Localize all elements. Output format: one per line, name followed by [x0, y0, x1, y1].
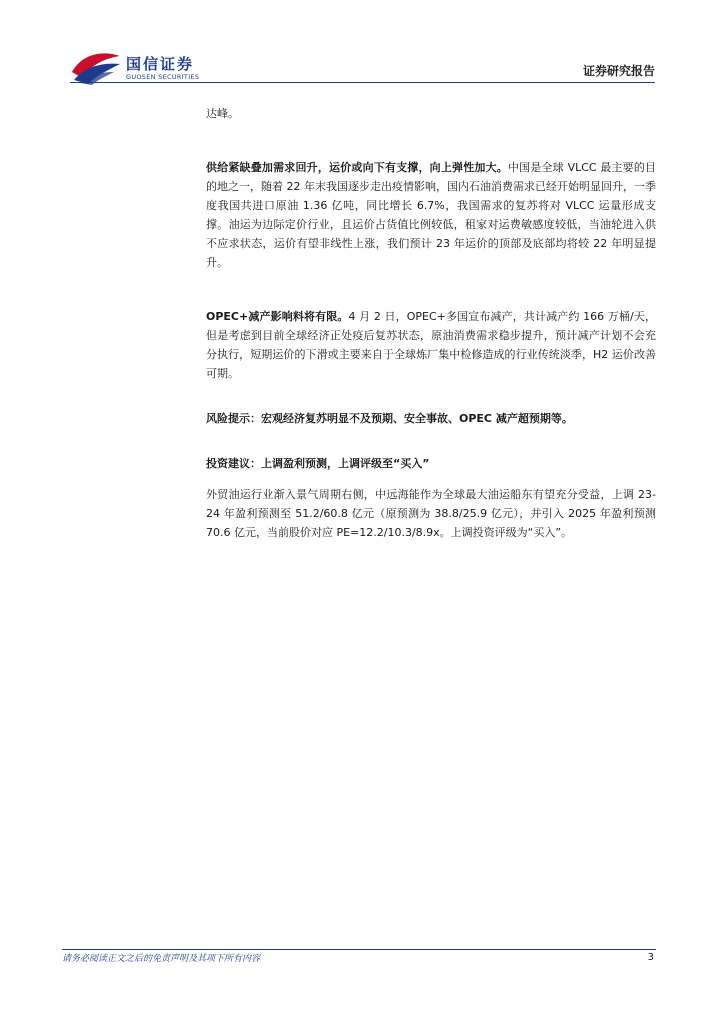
opec-body: 4 月 2 日，OPEC+多国宣布减产，共计减产约 166 万桶/天，但是考虑到目前全球经济正处疫后复苏状态，原油消费需求稳步提升，预计减产计划不会充分执行，短期运价的下滑或主要来自于全球炼厂集中检修造成的行业传统淡季，H2 运价改善可期。 [206, 310, 657, 380]
investment-advice-heading: 投资建议：上调盈利预测，上调评级至“买入” [206, 457, 430, 470]
opec-lead: OPEC+减产影响料将有限。 [206, 310, 349, 323]
report-type-label: 证券研究报告 [582, 64, 655, 78]
footer-divider [62, 949, 656, 950]
logo-chinese-name: 国信证券 [126, 55, 195, 73]
supply-demand-lead: 供给紧缺叠加需求回升，运价或向下有支撑，向上弹性加大。 [206, 161, 508, 174]
guosen-logo [70, 50, 210, 86]
page-header [0, 0, 724, 90]
logo-english-name: GUOSEN SECURITIES [126, 73, 200, 81]
investment-advice-paragraph: 外贸油运行业渐入景气周期右侧，中远海能作为全球最大油运船东有望充分受益，上调 23-24 年盈利预测至 51.2/60.8 亿元（原预测为 38.8/25.9 亿元），并引入 2025 年盈利预测 70.6 亿元，当前股价对应 PE=12.2/10.3/8.9x。上调投资评级为“买入”。 [206, 488, 656, 539]
risk-warning: 风险提示：宏观经济复苏明显不及预期、安全事故、OPEC 减产超预期等。 [206, 412, 573, 425]
report-body [206, 104, 656, 542]
guosen-logo-mark-icon [70, 50, 122, 86]
header-divider [70, 82, 655, 83]
page-number: 3 [647, 952, 654, 963]
opec-paragraph [206, 307, 656, 383]
disclaimer-note: 请务必阅读正文之后的免责声明及其项下所有内容 [62, 954, 261, 964]
supply-demand-body: 中国是全球 VLCC 最主要的目的地之一，随着 22 年末我国逐步走出疫情影响，国内石油消费需求已经开始明显回升，一季度我国共进口原油 1.36 亿吨，同比增长 6.7%，我国需求的复苏将对 VLCC 运量形成支撑。油运为边际定价行业，且运价占货值比例较低，租家对运费敏感度较低，当油轮进入供不应求状态，运价有望非线性上涨，我们预计 23 年运价的顶部及底部均将较 22 年明显提升。 [206, 161, 656, 269]
supply-demand-paragraph [206, 158, 656, 272]
continued-paragraph: 达峰。 [206, 107, 239, 120]
